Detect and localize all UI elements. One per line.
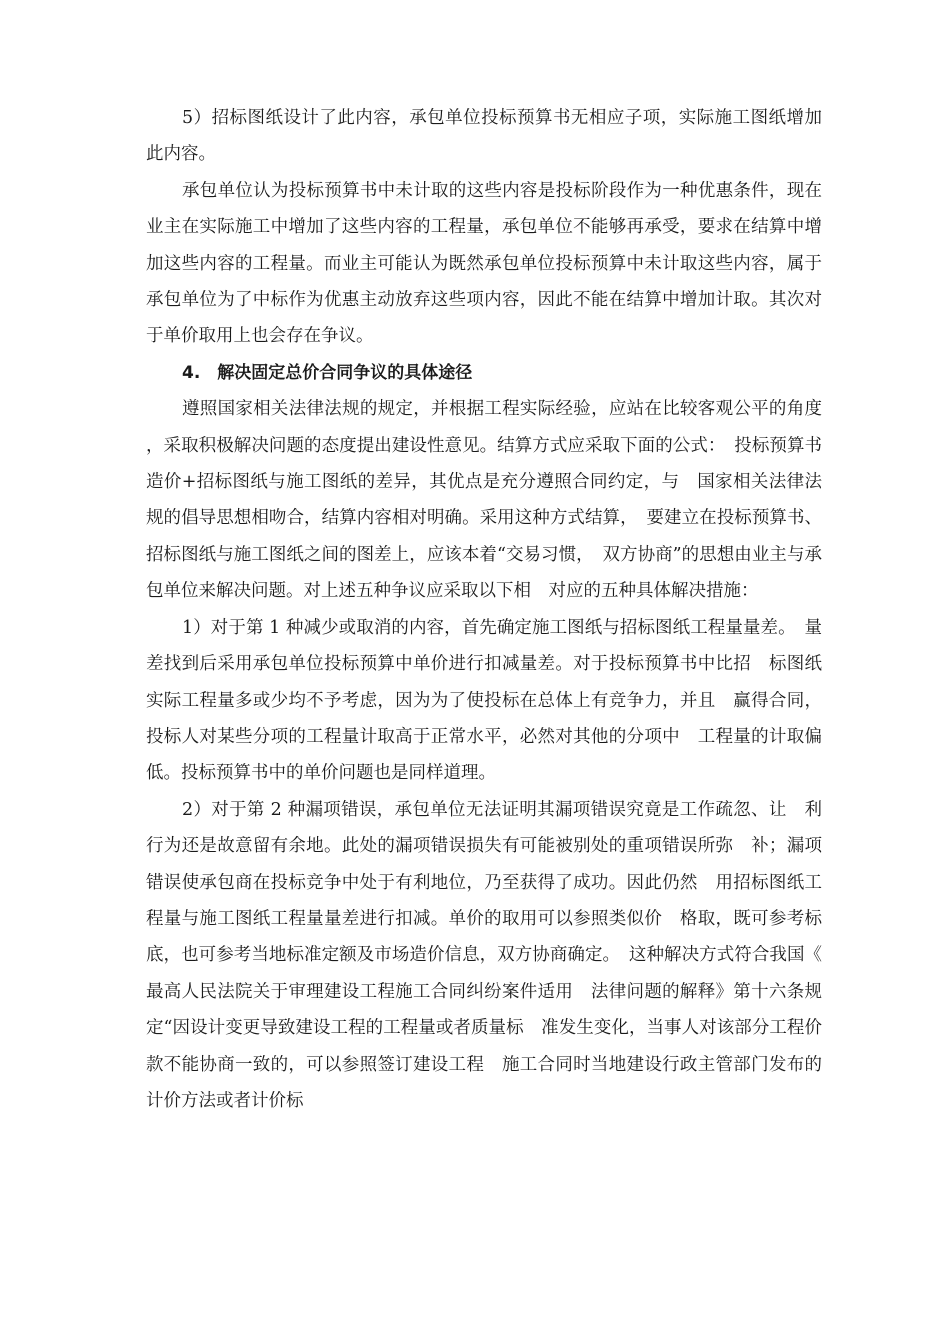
paragraph-item-5: 5）招标图纸设计了此内容，承包单位投标预算书无相应子项，实际施工图纸增加此内容。 bbox=[146, 108, 822, 165]
section-heading: 4. 解决固定总价合同争议的具体途径 bbox=[182, 362, 473, 383]
paragraph-settlement-method: 遵照国家相关法律法规的规定，并根据工程实际经验，应站在比较客观公平的角度，采取积极解决问题的态度提出建设性意见。结算方式应采取下面的公式： 投标预算书造价+招标图纸与施工图纸的差异，其优点是充分遵照合同约定，与 国家相关法律法规的倡导思想相吻合，结算内容相对明确。采用这种方式结算， 要建立在投标预算书、招标图纸与施工图纸之间的图差上，应该本着“交易习惯， 双方协商”的思想由业主与承包单位来解决问题。对上述五种争议应采取以下相 对应的五种具体解决措施： bbox=[146, 399, 822, 602]
paragraph-measure-2: 2）对于第 2 种漏项错误，承包单位无法证明其漏项错误究竟是工作疏忽、让 利行为还是故意留有余地。此处的漏项错误损失有可能被别处的重项错误所弥 补；漏项错误使承包商在投标竞争中处于有利地位，乃至获得了成功。因此仍然 用招标图纸工程量与施工图纸工程量量差进行扣减。单价的取用可以参照类似价 格取，既可参考标底，也可参考当地标准定额及市场造价信息，双方协商确定。 这种解决方式符合我国《最高人民法院关于审理建设工程施工合同纠纷案件适用 法律问题的解释》第十六条规定“因设计变更导致建设工程的工程量或者质量标 准发生变化，当事人对该部分工程价款不能协商一致的，可以参照签订建设工程 施工合同时当地建设行政主管部门发布的计价方法或者计价标 bbox=[146, 799, 822, 1111]
document-body bbox=[146, 100, 822, 1119]
paragraph-contractor-view: 承包单位认为投标预算书中未计取的这些内容是投标阶段作为一种优惠条件，现在业主在实际施工中增加了这些内容的工程量，承包单位不能够再承受，要求在结算中增加这些内容的工程量。而业主可能认为既然承包单位投标预算中未计取这些内容，属于承包单位为了中标作为优惠主动放弃这些项内容，因此不能在结算中增加计取。其次对于单价取用上也会存在争议。 bbox=[146, 180, 822, 347]
paragraph-measure-1: 1）对于第 1 种减少或取消的内容，首先确定施工图纸与招标图纸工程量量差。 量差找到后采用承包单位投标预算中单价进行扣减量差。对于投标预算书中比招 标图纸实际工程量多或少均不予考虑，因为为了使投标在总体上有竞争力，并且 赢得合同，投标人对某些分项的工程量计取高于正常水平，必然对其他的分项中 工程量的计取偏低。投标预算书中的单价问题也是同样道理。 bbox=[146, 617, 822, 784]
